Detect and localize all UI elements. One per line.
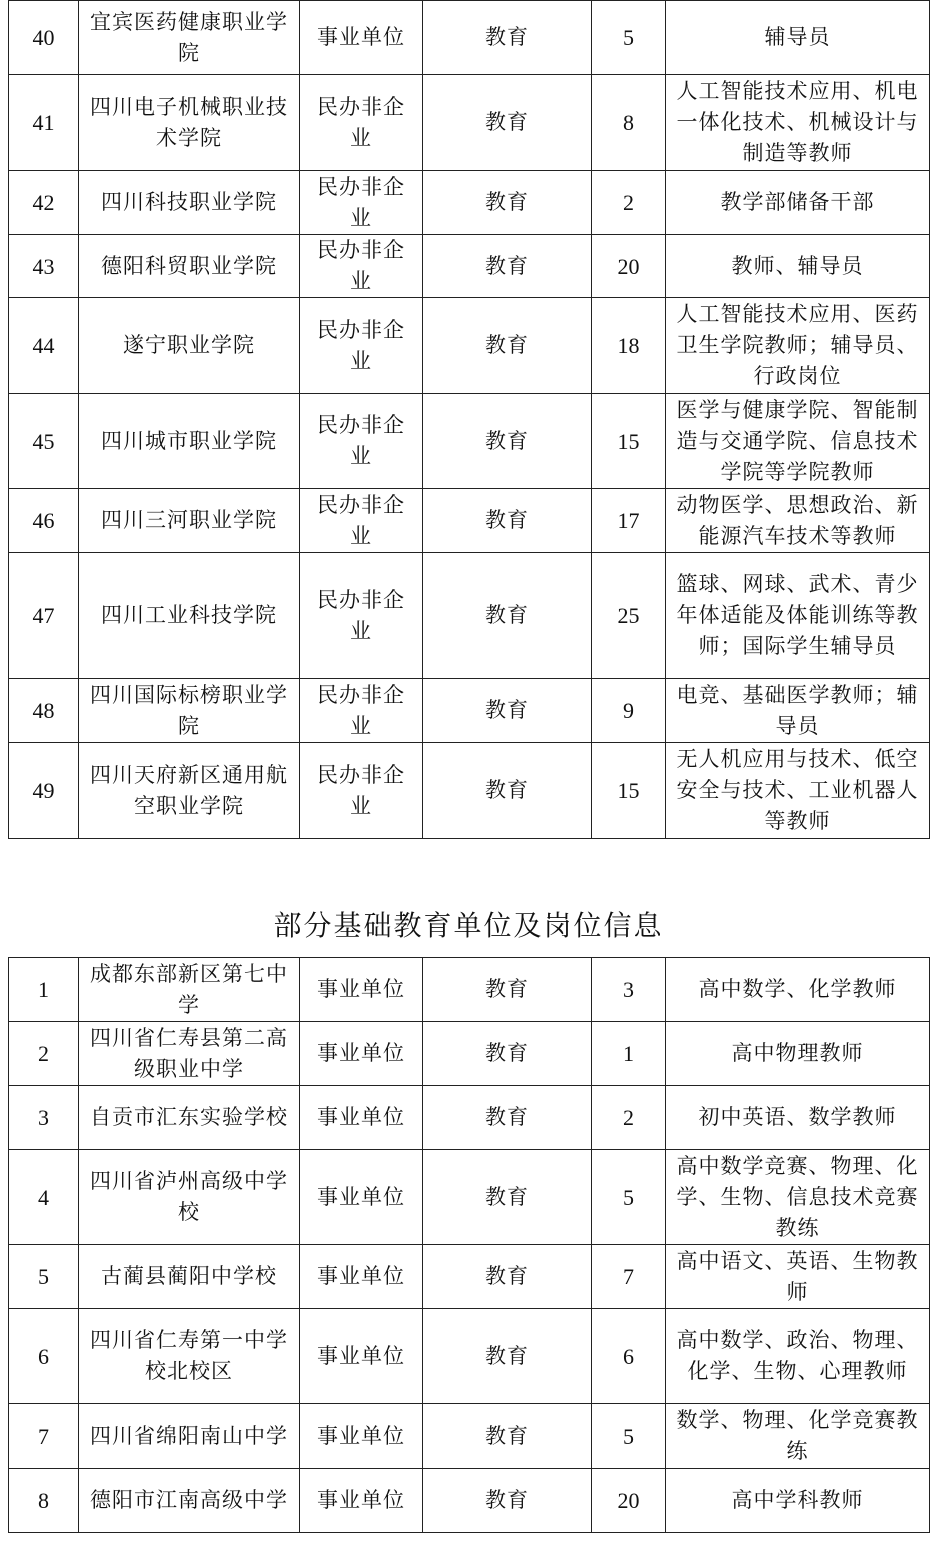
- unit-type: 民办非企业: [300, 171, 423, 235]
- industry: 教育: [423, 298, 592, 394]
- position-description: 教师、辅导员: [666, 235, 930, 298]
- row-number: 7: [9, 1404, 79, 1469]
- position-count: 18: [592, 298, 666, 394]
- unit-type: 事业单位: [300, 1150, 423, 1245]
- unit-type: 事业单位: [300, 1469, 423, 1533]
- table-row: [9, 235, 930, 298]
- table-row: [9, 1404, 930, 1469]
- industry: 教育: [423, 1086, 592, 1150]
- unit-name: 古蔺县蔺阳中学校: [79, 1245, 300, 1309]
- unit-type: 事业单位: [300, 1, 423, 75]
- position-count: 5: [592, 1, 666, 75]
- row-number: 49: [9, 743, 79, 839]
- industry: 教育: [423, 394, 592, 489]
- industry: 教育: [423, 679, 592, 743]
- unit-type: 民办非企业: [300, 394, 423, 489]
- position-description: 篮球、网球、武术、青少年体适能及体能训练等教师；国际学生辅导员: [666, 553, 930, 679]
- table-row: [9, 1150, 930, 1245]
- position-description: 高中数学、政治、物理、化学、生物、心理教师: [666, 1309, 930, 1404]
- unit-type: 事业单位: [300, 1022, 423, 1086]
- unit-name: 四川三河职业学院: [79, 489, 300, 553]
- industry: 教育: [423, 489, 592, 553]
- unit-name: 四川省绵阳南山中学: [79, 1404, 300, 1469]
- industry: 教育: [423, 553, 592, 679]
- position-count: 20: [592, 235, 666, 298]
- table-row: [9, 1, 930, 75]
- table-row: [9, 394, 930, 489]
- table-row: [9, 75, 930, 171]
- position-description: 高中语文、英语、生物教师: [666, 1245, 930, 1309]
- position-count: 8: [592, 75, 666, 171]
- position-count: 15: [592, 394, 666, 489]
- industry: 教育: [423, 1, 592, 75]
- table-row: [9, 1086, 930, 1150]
- table-row: [9, 958, 930, 1022]
- industry: 教育: [423, 958, 592, 1022]
- unit-type: 民办非企业: [300, 235, 423, 298]
- position-description: 无人机应用与技术、低空安全与技术、工业机器人等教师: [666, 743, 930, 839]
- table-row: [9, 679, 930, 743]
- row-number: 44: [9, 298, 79, 394]
- row-number: 43: [9, 235, 79, 298]
- row-number: 42: [9, 171, 79, 235]
- row-number: 3: [9, 1086, 79, 1150]
- unit-type: 民办非企业: [300, 679, 423, 743]
- unit-type: 事业单位: [300, 1404, 423, 1469]
- row-number: 4: [9, 1150, 79, 1245]
- industry: 教育: [423, 1309, 592, 1404]
- unit-name: 遂宁职业学院: [79, 298, 300, 394]
- unit-name: 自贡市汇东实验学校: [79, 1086, 300, 1150]
- table-row: [9, 1245, 930, 1309]
- table-row: [9, 171, 930, 235]
- row-number: 1: [9, 958, 79, 1022]
- unit-name: 四川城市职业学院: [79, 394, 300, 489]
- unit-name: 四川工业科技学院: [79, 553, 300, 679]
- industry: 教育: [423, 171, 592, 235]
- industry: 教育: [423, 75, 592, 171]
- industry: 教育: [423, 1022, 592, 1086]
- row-number: 47: [9, 553, 79, 679]
- industry: 教育: [423, 1245, 592, 1309]
- position-description: 高中物理教师: [666, 1022, 930, 1086]
- position-description: 高中学科教师: [666, 1469, 930, 1533]
- position-description: 教学部储备干部: [666, 171, 930, 235]
- row-number: 6: [9, 1309, 79, 1404]
- table-row: [9, 298, 930, 394]
- row-number: 40: [9, 1, 79, 75]
- position-count: 3: [592, 958, 666, 1022]
- row-number: 46: [9, 489, 79, 553]
- row-number: 48: [9, 679, 79, 743]
- unit-name: 四川天府新区通用航空职业学院: [79, 743, 300, 839]
- unit-name: 四川科技职业学院: [79, 171, 300, 235]
- table-row: [9, 489, 930, 553]
- section-title: 部分基础教育单位及岗位信息: [273, 909, 664, 942]
- unit-name: 四川省仁寿第一中学校北校区: [79, 1309, 300, 1404]
- position-count: 9: [592, 679, 666, 743]
- unit-name: 德阳科贸职业学院: [79, 235, 300, 298]
- table-row: [9, 1309, 930, 1404]
- position-count: 6: [592, 1309, 666, 1404]
- unit-name: 四川电子机械职业技术学院: [79, 75, 300, 171]
- industry: 教育: [423, 1150, 592, 1245]
- industry: 教育: [423, 1404, 592, 1469]
- vocational-college-table: [8, 0, 930, 839]
- position-description: 人工智能技术应用、医药卫生学院教师；辅导员、行政岗位: [666, 298, 930, 394]
- unit-name: 四川国际标榜职业学院: [79, 679, 300, 743]
- unit-type: 民办非企业: [300, 75, 423, 171]
- industry: 教育: [423, 1469, 592, 1533]
- row-number: 2: [9, 1022, 79, 1086]
- unit-name: 成都东部新区第七中学: [79, 958, 300, 1022]
- unit-type: 事业单位: [300, 1245, 423, 1309]
- position-description: 电竞、基础医学教师；辅导员: [666, 679, 930, 743]
- position-count: 5: [592, 1404, 666, 1469]
- position-description: 动物医学、思想政治、新能源汽车技术等教师: [666, 489, 930, 553]
- position-count: 25: [592, 553, 666, 679]
- unit-type: 事业单位: [300, 958, 423, 1022]
- position-count: 17: [592, 489, 666, 553]
- row-number: 41: [9, 75, 79, 171]
- unit-type: 民办非企业: [300, 743, 423, 839]
- unit-type: 事业单位: [300, 1309, 423, 1404]
- position-description: 数学、物理、化学竞赛教练: [666, 1404, 930, 1469]
- row-number: 45: [9, 394, 79, 489]
- row-number: 5: [9, 1245, 79, 1309]
- position-count: 1: [592, 1022, 666, 1086]
- table-row: [9, 743, 930, 839]
- position-description: 初中英语、数学教师: [666, 1086, 930, 1150]
- table-row: [9, 553, 930, 679]
- position-description: 辅导员: [666, 1, 930, 75]
- basic-education-table: [8, 957, 930, 1533]
- row-number: 8: [9, 1469, 79, 1533]
- table-row: [9, 1469, 930, 1533]
- industry: 教育: [423, 743, 592, 839]
- unit-name: 四川省泸州高级中学校: [79, 1150, 300, 1245]
- table-row: [9, 1022, 930, 1086]
- unit-type: 民办非企业: [300, 489, 423, 553]
- position-description: 医学与健康学院、智能制造与交通学院、信息技术学院等学院教师: [666, 394, 930, 489]
- position-description: 高中数学竞赛、物理、化学、生物、信息技术竞赛教练: [666, 1150, 930, 1245]
- position-count: 2: [592, 171, 666, 235]
- unit-type: 事业单位: [300, 1086, 423, 1150]
- position-count: 20: [592, 1469, 666, 1533]
- position-count: 15: [592, 743, 666, 839]
- position-count: 2: [592, 1086, 666, 1150]
- unit-name: 四川省仁寿县第二高级职业中学: [79, 1022, 300, 1086]
- position-description: 人工智能技术应用、机电一体化技术、机械设计与制造等教师: [666, 75, 930, 171]
- position-count: 7: [592, 1245, 666, 1309]
- industry: 教育: [423, 235, 592, 298]
- position-count: 5: [592, 1150, 666, 1245]
- unit-name: 德阳市江南高级中学: [79, 1469, 300, 1533]
- unit-type: 民办非企业: [300, 553, 423, 679]
- position-description: 高中数学、化学教师: [666, 958, 930, 1022]
- unit-name: 宜宾医药健康职业学院: [79, 1, 300, 75]
- unit-type: 民办非企业: [300, 298, 423, 394]
